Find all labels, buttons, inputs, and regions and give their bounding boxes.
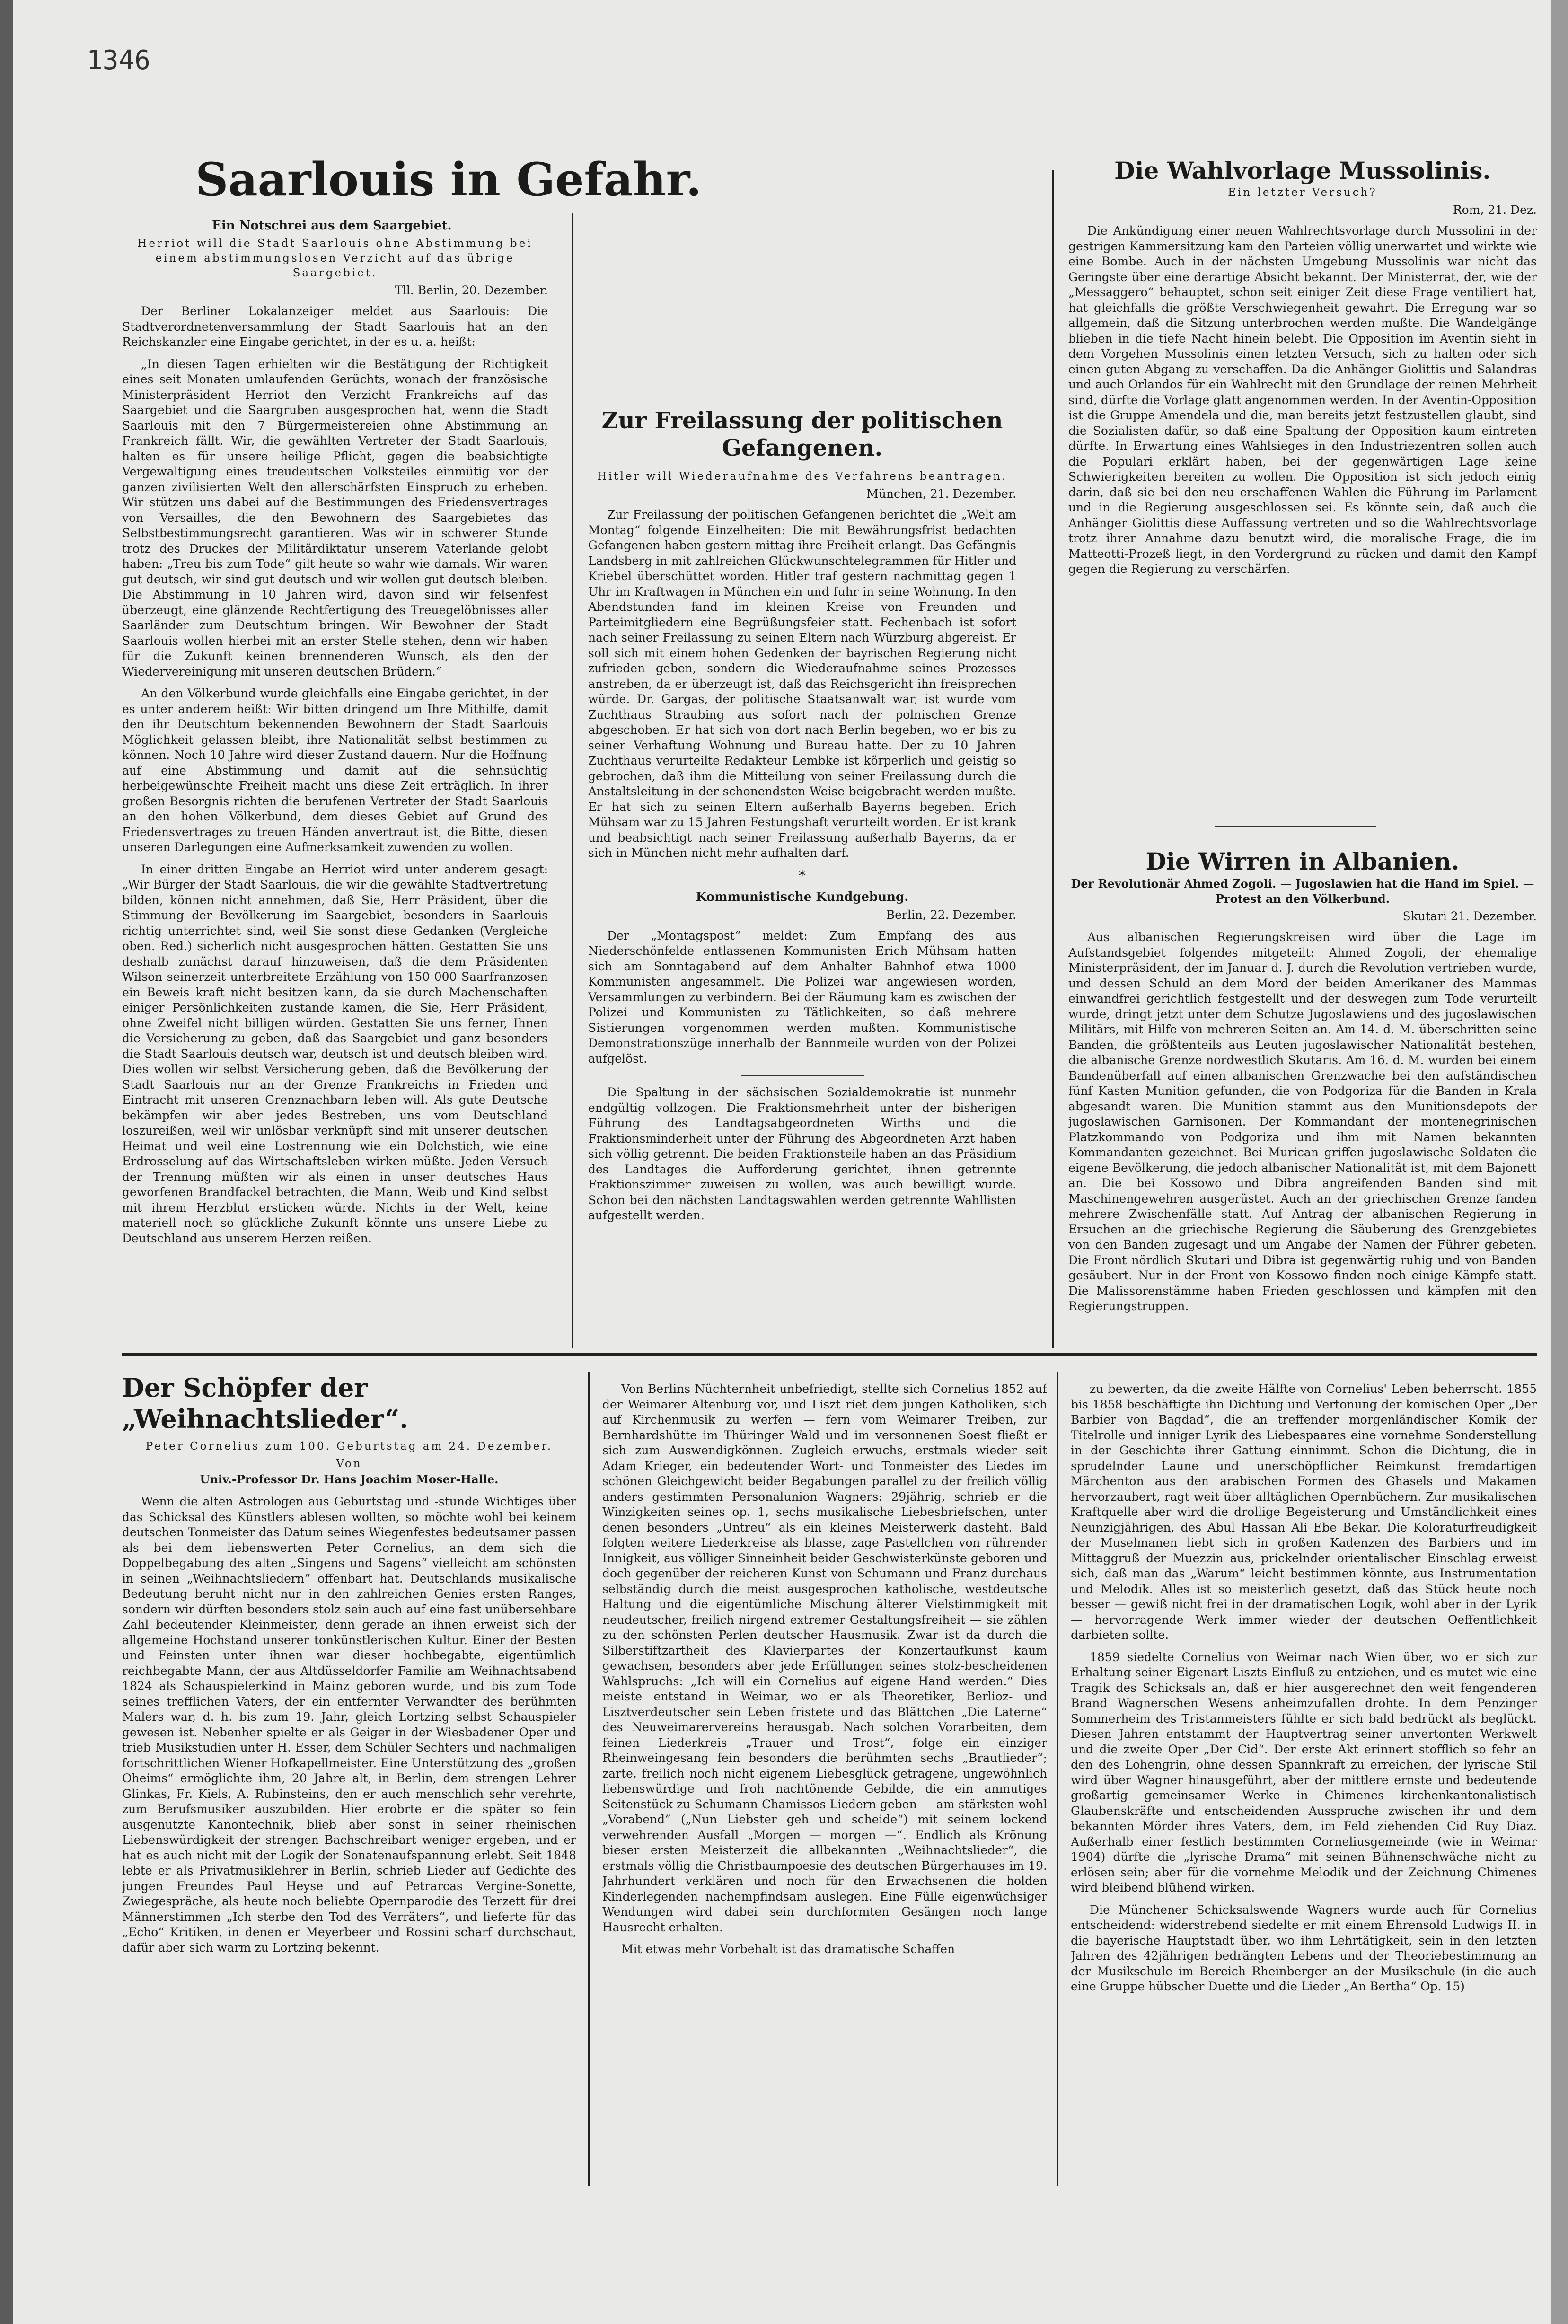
paragraph: Der „Montagspost“ meldet: Zum Empfang des aus Niederschönfelde entlassenen Kommunisten Erich Mühsam hatten sich am Sonntagabend auf dem Anhalter Bahnhof etwa 1000 Kommunisten angesammelt. Die Polizei war angewiesen worden, Versammlungen zu verbindern. Bei der Räumung kam es zwischen der Polizei und Kommunisten zu Tätlichkeiten, so daß mehrere Sistierungen vorgenommen werden mußten. Kommunistische Demonstrationszüge innerhalb der Bannmeile wurden von der Polizei aufgelöst. bbox=[588, 928, 1016, 1065]
column-rule bbox=[572, 213, 573, 1348]
separator-rule bbox=[1215, 826, 1376, 827]
page-number: 1346 bbox=[87, 45, 150, 76]
article-title: Die Wahlvorlage Mussolinis. bbox=[1114, 157, 1491, 185]
paragraph: Die Spaltung in der sächsischen Sozialdemokratie ist nunmehr endgültig vollzogen. Die Fraktionsmehrheit unter der bisherigen Führung des Landtagsabgeordneten Wirths und die Fraktionsminderheit unter der Führung des Abgeordneten Arzt haben sich völlig getrennt. Die beiden Fraktionsteile haben an das Präsidium des Landtages die Aufforderung gerichtet, ihnen getrennte Fraktionszimmer zuweisen zu wollen, was auch bewilligt wurde. Schon bei den nächsten Landtagswahlen werden getrennte Wahllisten aufgestellt werden. bbox=[588, 1085, 1016, 1222]
paragraph: Zur Freilassung der politischen Gefangenen berichtet die „Welt am Montag“ folgende Einzelheiten: Die mit Bewährungsfrist bedachten Gefangenen haben gestern mittag ihre Freiheit erlangt. Das Gefängnis Landsberg in mit zahlreichen Glückwunschtelegrammen für Hitler und Kriebel überschüttet worden. Hitler traf gestern nachmittag gegen 1 Uhr im Kraftwagen in München ein und fuhr in seine Wohnung. In den Abendstunden fand im kleinen Kreise von Freunden und Parteimitgliedern eine Begrüßungsfeier statt. Fechenbach ist sofort nach seiner Freilassung zu seinen Eltern nach Würzburg abgereist. Er soll sich mit einem hohen Gedenken der bayrischen Regierung nicht zufrieden geben, sondern die Wiederaufnahme seines Prozesses anstreben, da er überzeugt ist, daß das Reichsgericht ihn freisprechen würde. Dr. Gargas, der politische Staatsanwalt war, ist wurde vom Zuchthaus Straubing aus sofort nach der polnischen Grenze abgeschoben. Er hat sich von dort nach Berlin begeben, wo er bis zu seiner Verhaftung Wohnung und Bureau hatte. Der zu 10 Jahren Zuchthaus verurteilte Redakteur Lembke ist körperlich und geistig so gebrochen, daß ihm die Mitteilung von seiner Freilassung durch die Anstaltsleitung in der schonendsten Weise beigebracht werden mußte. Er hat sich zu seinen Eltern außerhalb Bayerns begeben. Erich Mühsam war zu 15 Jahren Festungshaft verurteilt worden. Er ist krank und beabsichtigt nach seiner Freilassung außerhalb Bayerns, da er sich in München nicht mehr aufhalten darf. bbox=[588, 508, 1016, 860]
book-spine bbox=[0, 0, 13, 2324]
article-dateline: Tll. Berlin, 20. Dezember. bbox=[395, 283, 548, 297]
byline-label: Von bbox=[336, 1458, 362, 1470]
article-subtitle: Ein letzter Versuch? bbox=[1228, 186, 1377, 199]
paragraph: Mit etwas mehr Vorbehalt ist das dramatische Schaffen bbox=[621, 1942, 955, 1956]
article-mussolini bbox=[1068, 156, 1537, 814]
section-dateline: Berlin, 22. Dezember. bbox=[886, 907, 1016, 922]
article-subtitle: Peter Cornelius zum 100. Geburtstag am 24. Dezember. bbox=[145, 1440, 553, 1452]
paragraph: „In diesen Tagen erhielten wir die Bestätigung der Richtigkeit eines seit Monaten umlaufenden Gerüchts, wonach der französische Ministerpräsident Herriot den Verzicht Frankreichs auf das Saargebiet und die Saargruben ausgesprochen hat, wenn die Stadt Saarlouis mit den 7 Bürgermeistereien ohne Abstimmung an Frankreich fällt. Wir, die gewählten Vertreter der Stadt Saarlouis, halten es für unsere heilige Pflicht, gegen die beabsichtigte Vergewaltigung eines treudeutschen Volksteiles einmütig vor der ganzen zivilisierten Welt den allerschärfsten Einspruch zu erheben. Wir stützen uns dabei auf die Bestimmungen des Friedensvertrages von Versailles, die den Bewohnern des Saargebietes das Selbstbestimmungsrecht garantieren. Was wir in schwerer Stunde trotz des Druckes der Militärdiktatur unserem Vaterlande gelobt haben: „Treu bis zum Tode“ gilt heute so wahr wie damals. Wir waren gut deutsch, wir sind gut deutsch und wir wollen gut deutsch bleiben. Die Abstimmung in 10 Jahren wird, davon sind wir felsenfest überzeugt, eine glänzende Rechtfertigung des Treuegelöbnisses aller Saarländer zum Deutschtum bringen. Wir Bewohner der Stadt Saarlouis wollen hierbei mit an erster Stelle stehen, denn wir haben für die Zukunft keinen brennenderen Wunsch, als den der Wiedervereinigung mit unseren deutschen Brüdern.“ bbox=[122, 357, 548, 678]
article-title: Der Schöpfer der „Weihnachtslieder“. bbox=[122, 1373, 409, 1434]
paragraph: Der Berliner Lokalanzeiger meldet aus Saarlouis: Die Stadtverordnetenversammlung der Stadt Saarlouis hat an den Reichskanzler eine Eingabe gerichtet, in der es u. a. heißt: bbox=[122, 304, 548, 349]
paragraph: Die Münchener Schicksalswende Wagners wurde auch für Cornelius entscheidend: widerstrebend siedelte er mit einem Ehrensold Ludwigs II. in die bayerische Hauptstadt über, wo ihm Lehrtätigkeit, sein in den letzten Jahren des 42jährigen bedrängten Lebens und der Theoriebestimmung an der Musikschule im Bereich Rheinberger an der Musikschule (in die auch eine Gruppe hübscher Duette und die Lieder „An Bertha“ Op. 15) bbox=[1071, 1902, 1537, 1993]
article-cornelius-col3 bbox=[1071, 1382, 1537, 2186]
article-subtitle: Hitler will Wiederaufnahme des Verfahrens beantragen. bbox=[597, 470, 1008, 483]
paragraph: Die Ankündigung einer neuen Wahlrechtsvorlage durch Mussolini in der gestrigen Kammersitzung kam den Parteien völlig unerwartet und wirkte wie eine Bombe. Auch in der nächsten Umgebung Mussolinis war nicht das Geringste über eine derartige Absicht bekannt. Der Ministerrat, der, wie der „Messaggero“ behauptet, schon seit einiger Zeit diese Frage ventiliert hat, hat gleichfalls die größte Verschwiegenheit gewahrt. Die Erregung war so allgemein, daß die Sitzung unterbrochen werden mußte. Die Wandelgänge blieben in die tiefe Nacht hinein belebt. Die Opposition im Aventin sieht in dem Vorgehen Mussolinis einen letzten Versuch, sich zu halten oder sich einen guten Abgang zu verschaffen. Da die Anhänger Giolittis und Salandras und auch Orlandos für ein Wahlrecht mit den Grundlage der reinen Mehrheit sind, dürfte die Vorlage glatt angenommen werden. In der Aventin-Opposition ist die Gruppe Amendela und die, man bereits jetzt festzustellen glaubt, sind die Sozialisten dafür, so daß eine Spaltung der Opposition kaum eintreten dürfte. In Erwartung eines Wahlsieges in den Industriezentren sollen auch die Populari erklärt haben, bei der gegenwärtigen Lage keine Schwierigkeiten bereiten zu wollen. Die Opposition ist sich jedoch einig darin, daß sie bei den neu erschaffenen Wahlen die Führung im Parlament und in die Regierung ausgeschlossen sei. Es könnte sein, daß auch die Anhänger Giolittis diese Auffassung vertreten und so die Wahlrechtsvorlage trotz ihrer Annahme dazu benutzt wird, die moralische Frage, die im Matteotti-Prozeß liegt, in den Vordergrund zu rücken und damit den Kampf gegen die Regierung zu verschärfen. bbox=[1068, 224, 1537, 576]
paragraph: Aus albanischen Regierungskreisen wird über die Lage im Aufstandsgebiet folgendes mitgeteilt: Ahmed Zogoli, der ehemalige Ministerpräsident, der im Januar d. J. durch die Revolution vertrieben wurde, und dessen Schuld an dem Mord der beiden Amerikaner des Mammas einwandfrei gerichtlich festgestellt und der deswegen zum Tode verurteilt wurde, dringt jetzt unter dem Schutze Jugoslawiens und des jugoslawischen Militärs, mit Hilfe von mehreren Seiten an. Am 14. d. M. überschritten seine Banden, die größtenteils aus Leuten jugoslawischer Nationalität bestehen, die albanische Grenze nordwestlich Skutaris. Am 16. d. M. wurden bei einem Bandenüberfall auf einen albanischen Grenzwache bei den aufständischen fünf Kasten Munition gefunden, die von Podgoriza für die Banden in Krala abgesandt waren. Die Munition stammt aus den Munitionsdepots der jugoslawischen Garnisonen. Der Kommandant der montenegrinischen Platzkommando von Podgoriza und ihm mit Namen bekannten Kommandanten gezeichnet. Bei Murican griffen jugoslawische Soldaten die eigene Bevölkerung, die jedoch albanischer Nationalität ist, mit dem Bajonett an. Die bei Kossowo und Dibra angreifenden Banden sind mit Maschinengewehren ausgerüstet. Auch an der griechischen Grenze fanden mehrere Zwischenfälle statt. Auf Antrag der albanischen Regierung in Ersuchen an die griechische Regierung die Säuberung des Grenzgebietes von den Banden zugesagt und um Angabe der Namen der Führer gebeten. Die Front nördlich Skutari und Dibra ist gegenwärtig ruhig und von Banden gesäubert. Nur in der Front von Kossowo finden noch einige Kämpfe statt. Die Malissorenstämme haben Frieden geschlossen und kämpfen mit den Regierungstruppen. bbox=[1068, 930, 1537, 1313]
article-subtitle: Ein Notschrei aus dem Saargebiet. bbox=[212, 219, 452, 233]
article-summary: Herriot will die Stadt Saarlouis ohne Abstimmung bei einem abstimmungslosen Verzicht auf das übrige Saargebiet. bbox=[137, 238, 533, 279]
paragraph: Wenn die alten Astrologen aus Geburtstag und -stunde Wichtiges über das Schicksal des Künstlers ablesen wollten, so möchte wohl bei keinem deutschen Tonmeister das Datum seines Wiegenfestes bedeutsamer passen als bei dem liebenswerten Peter Cornelius, an dem sich die Doppelbegabung des alten „Singens und Sagens“ vielleicht am schönsten in seinen „Weihnachtsliedern“ offenbart hat. Deutschlands musikalische Bedeutung beruht nicht nur in den zahlreichen Genies ersten Ranges, sondern wir dürften besonders stolz sein auch auf eine fast unübersehbare Zahl bedeutender Kleinmeister, denn gerade an ihnen erweist sich der allgemeine Hochstand unserer tonkünstlerischen Kultur. Einer der Besten und Feinsten unter ihnen war dieser hochbegabte, eigentümlich reichbegabte Mann, der aus Altdüsseldorfer Familie am Weihnachtsabend 1824 als Schauspielerkind in Mainz geboren wurde, und bis zum Tode seines trefflichen Vaters, der ein entfernter Verwandter des berühmten Malers war, d. h. bis zum 19. Jahr, gleich Lortzing selbst Schauspieler gewesen ist. Nebenher spielte er als Geiger in der Wiesbadener Oper und trieb Musikstudien unter H. Esser, dem Schüler Sechters und nachmaligen fortschrittlichen Wiener Hofkapellmeister. Eine Unterstützung des „großen Oheims“ ermöglichte ihm, 20 Jahre alt, in Berlin, dem strengen Lehrer Glinkas, Fr. Kiels, A. Rubinsteins, den er auch menschlich sehr verehrte, zum Berufsmusiker auszubilden. Hier erobrte er die später so fein ausgenutzte Kanontechnik, blieb aber sonst in seiner rheinischen Liebenswürdigkeit der strengen Bachschreibart weniger ergeben, und er hat es auch nicht mit der Logik der Sonatenaufspannung erlebt. Seit 1848 lebte er als Privatmusiklehrer in Berlin, schrieb Lieder auf Gedichte des jungen Freundes Paul Heyse und auf Petrarcas Vergine-Sonette, Zwiegespräche, als heute noch beliebte Opernparodie des Terzett für drei Männerstimmen „Ich sterbe den Tod des Verräters“, und lieferte für das „Echo“ Kritiken, in denen er Meyerbeer und Rossini scharf durchschaut, dafür aber sich warm zu Lortzing bekennt. bbox=[122, 1495, 576, 1954]
article-albanien bbox=[1068, 847, 1537, 1348]
section-heading: Kommunistische Kundgebung. bbox=[696, 889, 909, 904]
paragraph: zu bewerten, da die zweite Hälfte von Cornelius' Leben beherrscht. 1855 bis 1858 beschäftigte ihn Dichtung und Vertonung der komischen Oper „Der Barbier von Bagdad“, die an treffender morgenländischer Komik der Titelrolle und inniger Lyrik des Liebespaares eine vornehme Sonderstellung in der Geschichte ihrer Gattung einnimmt. Schon die Dichtung, die in sprudelnder Laune und unerschöpflicher Reimkunst fremdartigen Märchenton aus den arabischen Formen des Ghasels und Makamen hervorzaubert, ragt weit über alltäglichen Opernbüchern. Zur musikalischen Kraftquelle aber wird die drollige Begeisterung und Umständlichkeit eines Neunzigjährigen, des Abul Hassan Ali Ebe Bekar. Die Koloraturfreudigkeit der Muselmanen liebt sich in großen Kadenzen des Barbiers und im Mittaggruß der Muezzin aus, prickelnder orientalischer Einschlag erweist sich, daß man das „Warum“ leicht bestimmen könnte, aus Instrumentation und Melodik. Alles ist so meisterlich gesetzt, daß das Stück heute noch besser — gewiß nicht frei in der dramatischen Logik, wohl aber in der Lyrik — hervorragende Werk immer wieder der deutschen Oeffentlichkeit darbieten sollte. bbox=[1071, 1382, 1537, 1642]
column-rule bbox=[1052, 170, 1054, 1348]
byline: Univ.-Professor Dr. Hans Joachim Moser-Halle. bbox=[200, 1472, 499, 1486]
article-cornelius-col2 bbox=[602, 1382, 1047, 2186]
separator-rule bbox=[741, 1075, 864, 1076]
column-rule bbox=[1057, 1372, 1058, 2186]
article-dateline: Skutari 21. Dezember. bbox=[1402, 909, 1537, 923]
paragraph: Von Berlins Nüchternheit unbefriedigt, stellte sich Cornelius 1852 auf der Weimarer Altenburg vor, und Liszt riet dem jungen Katholiken, sich auf Kirchenmusik zu werfen — fern vom Weimarer Treiben, zur Bernhardshütte im Thüringer Wald und im versonnenen Soest fließt er sich zum Auswendigkönnen. Zugleich erwuchs, erstmals wieder seit Adam Krieger, ein bedeutender Wort- und Tonmeister des Liedes im schönen Gleichgewicht beider Begabungen parallel zu der freilich völlig anders gestimmten Personalunion Wagners: 29jährig, schrieb er die Winzigkeiten seines op. 1, sechs musikalische Liebesbriefschen, unter denen besonders „Untreu“ als ein kleines Meisterwerk dasteht. Bald folgten weitere Liederkreise als blasse, zage Pastellchen von rührender Innigkeit, aus völliger Sinneinheit beider Geschwisterkünste geboren und doch gegenüber der reicheren Kunst von Schumann und Franz durchaus selbständig durch die meist ausgesprochen katholische, westdeutsche Haltung und die eigentümliche Mischung älterer Vielstimmigkeit mit neudeutscher, freilich nirgend extremer Gestaltungsfreiheit — sie zählen zu den schönsten Perlen deutscher Hausmusik. Zwar ist da durch die Silberstiftzartheit des Klavierpartes der Konzertaufkunst kaum gewachsen, besonders aber jede Erfüllungen seines stolz-bescheidenen Wahlspruchs: „Ich will ein Cornelius auf eigene Hand werden.“ Dies meiste entstand in Weimar, wo er als Theoretiker, Berlioz- und Lisztverdeutscher sein Leben fristete und das Blättchen „Die Laterne“ des Neuweimarervereins herausgab. Nach solchen Vorarbeiten, dem feinen Liederkreis „Trauer und Trost“, folge ein einziger Rheinweingesang fein besonders die berühmten sechs „Brautlieder“; zarte, freilich noch nicht eigenem Liebesglück getragene, ungewöhnlich liebenswürdige und froh nachtönende Gebilde, die ein anmutiges Seitenstück zu Schumann-Chamissos Liedern geben — am stärksten wohl „Vorabend“ („Nun Liebster geh und scheide“) mit seinem lockend verwehrenden Ausfall „Morgen — morgen —“. Endlich als Krönung bieser ersten Meisterzeit die allbekannten „Weihnachtslieder“, die erstmals völlig die Christbaumpoesie des deutschen Bürgerhauses im 19. Jahrhundert verklären und noch für den Erwachsenen die holden Kinderlegenden nachempfindsam auslegen. Eine Fülle eigenwüchsiger Wendungen wird dabei sein durchformten Gesängen noch lange Hausrecht erhalten. bbox=[602, 1382, 1047, 1934]
article-title: Saarlouis in Gefahr. bbox=[195, 153, 702, 206]
paragraph: 1859 siedelte Cornelius von Weimar nach Wien über, wo er sich zur Erhaltung seiner Eigenart Liszts Einfluß zu entziehen, und es mutet wie eine Tragik des Schicksals an, daß er hier ausgerechnet den weit fengenderen Brand Wagnerschen Wesens anheimzufallen drohte. In dem Penzinger Sommerheim des Tristanmeisters fühlte er sich bald bedrückt als beglückt. Diesen Jahren entstammt der Hauptvertrag seiner unvertonten Werkwelt und die zweite Oper „Der Cid“. Der erste Akt erinnert stofflich so fehr an den des Lohengrin, ohne dessen Spannkraft zu erreichen, der lyrische Stil wird über Wagner hinausgeführt, aber der mittlere ernste und bedeutende großartig gemeinsamer Werke in Chimenes kirchenkantonalistisch Glaubenskräfte und entscheidenden Ausspruche zwischen ihr und dem bekannten Mörder ihres Vaters, dem, im Feld ziehenden Cid Ruy Diaz. Außerhalb einer festlich bestimmten Corneliusgemeinde (wie in Weimar 1904) dürfte die „lyrische Drama“ mit seinen Bühnenschwäche nicht zu erlösen sein; aber für die vornehme Melodik und der Zeichnung Chimenes wird bleibend blühend wirken. bbox=[1071, 1650, 1537, 1894]
column-rule bbox=[588, 1372, 590, 2186]
article-dateline: Rom, 21. Dez. bbox=[1453, 203, 1537, 217]
paragraph: An den Völkerbund wurde gleichfalls eine Eingabe gerichtet, in der es unter anderem heißt: Wir bitten dringend um Ihre Mithilfe, damit den ihr Deutschtum bekennenden Bewohnern der Stadt Saarlouis Möglichkeit gelassen bleibt, ihre Nationalität selbst bestimmen zu können. Noch 10 Jahre wird dieser Zustand dauern. Nur die Hoffnung auf eine Abstimmung und damit auf die sehnsüchtig herbeigewünschte Freiheit macht uns diese Zeit erträglich. In ihrer großen Besorgnis richten die berufenen Vertreter der Stadt Saarlouis an den hohen Völkerbund, dem dieses Gebiet auf Grund des Friedensvertrages zu treuen Händen anvertraut ist, die Bitte, diesen unseren Darlegungen eine Aufmerksamkeit zuwenden zu wollen. bbox=[122, 687, 548, 854]
article-title: Die Wirren in Albanien. bbox=[1145, 847, 1460, 875]
article-cornelius-col1 bbox=[122, 1372, 576, 2186]
article-dateline: München, 21. Dezember. bbox=[866, 487, 1016, 501]
article-subtitle: Der Revolutionär Ahmed Zogoli. — Jugoslawien hat die Hand im Spiel. — Protest an den Völkerbund. bbox=[1071, 877, 1534, 906]
newspaper-page bbox=[13, 0, 1551, 2324]
separator-asterisk: * bbox=[799, 867, 806, 884]
article-gefangene bbox=[588, 407, 1016, 1344]
article-title: Zur Freilassung der politischen Gefangenen. bbox=[601, 407, 1003, 461]
section-divider bbox=[122, 1353, 1537, 1356]
article-saarlouis-col1 bbox=[122, 237, 548, 1344]
paragraph: In einer dritten Eingabe an Herriot wird unter anderem gesagt: „Wir Bürger der Stadt Saarlouis, die wir die gewählte Stadtvertretung bilden, können nicht annehmen, daß Sie, Herr Präsident, über die Stimmung der Bevölkerung im Saargebiet, besonders in Saarlouis richtig unterrichtet sind, weil Sie sonst diese Gedanken (Vergleiche oben. Red.) sicherlich nicht ausgesprochen hätten. Gestatten Sie uns deshalb zunächst darauf hinzuweisen, daß die dem Präsidenten Wilson seinerzeit unterbreitete Erzählung von 150 000 Saarfranzosen ein Beweis kraft nicht besitzen kann, da sie durch Machenschaften einiger Persönlichkeiten zustande kamen, die Sie, Herr Präsident, ohne Zweifel nicht billigen würden. Gestatten Sie uns ferner, Ihnen die Versicherung zu geben, daß das Saargebiet und ganz besonders die Stadt Saarlouis deutsch war, deutsch ist und deutsch bleiben wird. Dies wollen wir selbst Versicherung geben, daß die Bevölkerung der Stadt Saarlouis nur an der Grenze Frankreichs in Frieden und Eintracht mit unseren Grenznachbarn leben will. Als gute Deutsche bekämpfen wir aber jedes Bestreben, uns vom Deutschland loszureißen, weil wir unlösbar verknüpft sind mit unserer deutschen Heimat und weil eine Lostrennung wie ein Dolchstich, wie eine Erdrosselung auf das Wirtschaftsleben wirken müßte. Jeden Versuch der Trennung müßten wir als einen in unser deutsches Haus geworfenen Brandfackel betrachten, die Mann, Weib und Kind selbst mit ihrem Herzblut ersticken würde. Nichts in der Welt, keine materiell noch so glückliche Zukunft könnte uns unsere Liebe zu Deutschland aus unserem Herzen reißen. bbox=[122, 862, 548, 1245]
